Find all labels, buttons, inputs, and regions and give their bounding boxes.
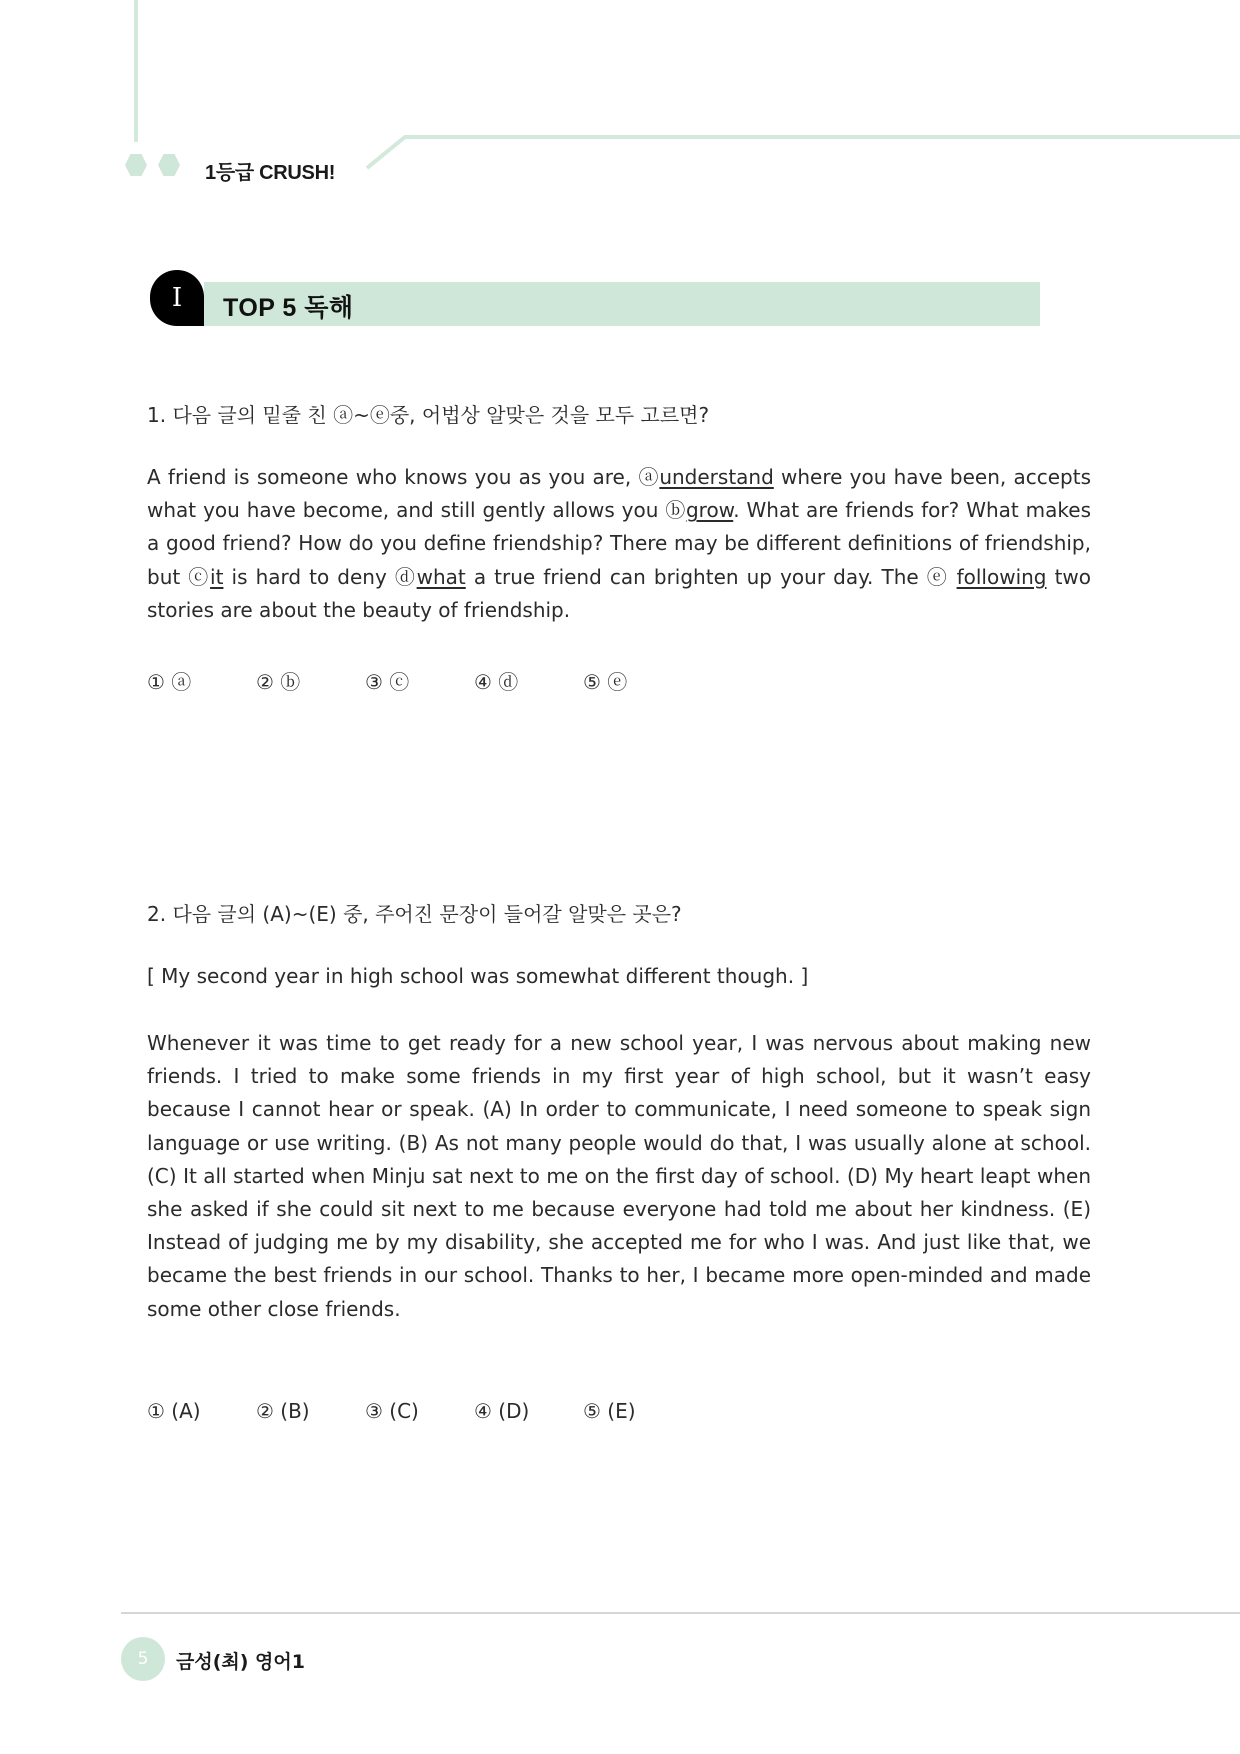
- marker-c: ⓒ: [188, 564, 211, 589]
- underlined-word-c: it: [210, 564, 224, 589]
- choice-1[interactable]: ① (A): [147, 1399, 201, 1423]
- question-2-prompt: 2. 다음 글의 (A)~(E) 중, 주어진 문장이 들어갈 알맞은 곳은?: [147, 902, 682, 926]
- underlined-word-a: understand: [659, 465, 774, 489]
- book-title: 금성(최) 영어1: [176, 1651, 305, 1673]
- marker-e: ⓔ: [926, 564, 957, 589]
- choice-3[interactable]: ③ (C): [365, 1399, 419, 1423]
- choice-4[interactable]: ④ ⓓ: [474, 670, 519, 694]
- header-title: 1등급 CRUSH!: [205, 162, 336, 184]
- question-2-choices: [147, 1399, 692, 1423]
- section-title: TOP 5 독해: [223, 294, 354, 322]
- choice-5[interactable]: ⑤ ⓔ: [583, 670, 628, 694]
- section-number-badge: [150, 270, 204, 326]
- choice-2[interactable]: ② (B): [256, 1399, 310, 1423]
- choice-1[interactable]: ① ⓐ: [147, 670, 192, 694]
- question-2-passage: Whenever it was time to get ready for a new school year, I was nervous about making new friends. I tried to make some friends in my first year of high school, but it wasn’t easy because I cannot hear or speak. (A) In order to communicate, I need someone to speak sign language or use writing. (B) As not many people would do that, I was usually alone at school. (C) It all started when Minju sat next to me on the first day of school. (D) My heart leapt when she asked if she could sit next to me because everyone had told me about her kindness. (E) Instead of judging me by my disability, she accepted me for who I was. And just like that, we became the best friends in our school. Thanks to her, I became more open-minded and made some other close friends.: [147, 1031, 1091, 1321]
- underlined-word-b: grow: [685, 498, 734, 523]
- passage-text: A friend is someone who knows you as you are,: [147, 465, 639, 489]
- passage-text: a true friend can brighten up your day. The: [465, 564, 927, 589]
- passage-text: two stories are about the beauty of friendship.: [147, 564, 1092, 622]
- header-vertical-line: [134, 0, 138, 142]
- hexagon-icon: [158, 154, 180, 176]
- section-number: I: [171, 283, 183, 313]
- underlined-word-e: following: [956, 564, 1047, 589]
- footer-divider: [121, 1612, 1240, 1614]
- page-number-badge: [121, 1637, 165, 1681]
- question-2-given-sentence: [ My second year in high school was somewhat different though. ]: [147, 964, 809, 988]
- question-1-prompt: 1. 다음 글의 밑줄 친 ⓐ~ⓔ중, 어법상 알맞은 것을 모두 고르면?: [147, 403, 710, 427]
- passage-text: . What are friends for? What makes a good friend? How do you define friendship? There may be different definitions of friendship, but: [147, 498, 1092, 589]
- question-1-passage: [147, 461, 1091, 627]
- choice-2[interactable]: ② ⓑ: [256, 670, 301, 694]
- question-1-choices: [147, 666, 692, 695]
- marker-d: ⓓ: [394, 564, 417, 589]
- header-decorative-line: [360, 130, 1240, 176]
- marker-b: ⓑ: [665, 498, 686, 523]
- choice-3[interactable]: ③ ⓒ: [365, 670, 410, 694]
- passage-text: is hard to deny: [223, 564, 395, 589]
- choice-5[interactable]: ⑤ (E): [583, 1399, 636, 1423]
- passage-text: where you have been, accepts what you have become, and still gently allows you: [147, 465, 1091, 523]
- marker-a: ⓐ: [638, 465, 660, 489]
- hexagon-icon: [125, 154, 147, 176]
- choice-4[interactable]: ④ (D): [474, 1399, 530, 1423]
- underlined-word-d: what: [416, 564, 466, 589]
- page-number: 5: [137, 1649, 149, 1669]
